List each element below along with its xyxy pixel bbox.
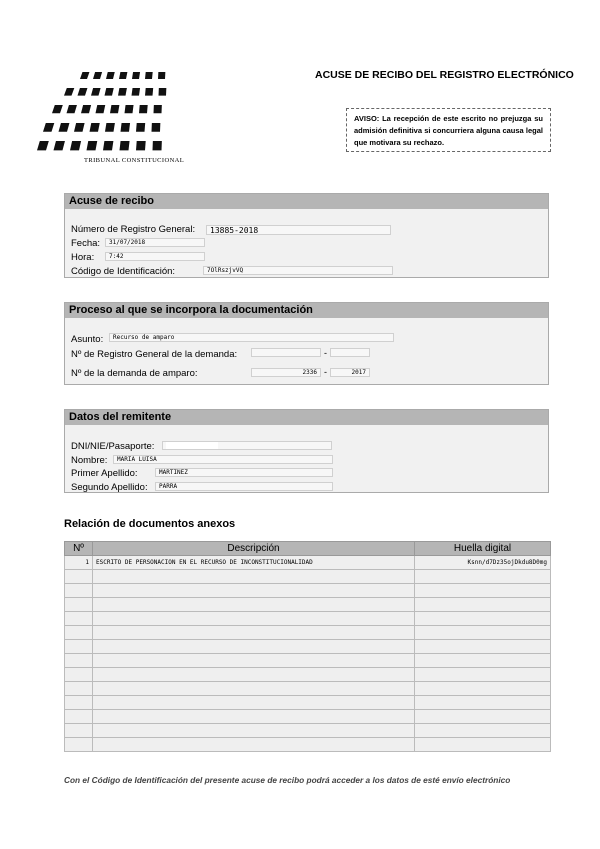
demanda-amparo-separator: - (324, 367, 327, 377)
logo-block (106, 72, 115, 79)
logo-block (125, 105, 134, 113)
cell-descripcion (93, 696, 415, 710)
registro-demanda-label: Nº de Registro General de la demanda: (71, 349, 238, 360)
demanda-amparo-label: Nº de la demanda de amparo: (71, 368, 198, 379)
cell-huella (415, 584, 551, 598)
logo-block (119, 72, 127, 79)
table-row (65, 696, 551, 710)
cell-huella (415, 710, 551, 724)
cell-huella (415, 626, 551, 640)
registro-demanda-separator: - (324, 348, 327, 358)
cell-num (65, 654, 93, 668)
cell-descripcion (93, 570, 415, 584)
logo-block (139, 105, 148, 113)
logo-block (90, 123, 100, 132)
table-row (65, 612, 551, 626)
fecha-label: Fecha: (71, 238, 101, 249)
cell-num (65, 724, 93, 738)
cell-descripcion (93, 584, 415, 598)
cell-num: 1 (65, 556, 93, 570)
logo-block (64, 88, 74, 96)
cell-num (65, 696, 93, 710)
logo-block (37, 141, 49, 150)
logo-caption: TRIBUNAL CONSTITUCIONAL (84, 157, 185, 164)
tribunal-constitucional-logo (34, 68, 184, 168)
logo-block (103, 141, 113, 150)
apellido2-field: PARRA (155, 482, 333, 491)
anexos-header-row (65, 542, 551, 556)
logo-block (145, 72, 153, 79)
cell-num (65, 640, 93, 654)
logo-block (93, 72, 102, 79)
cell-descripcion (93, 598, 415, 612)
logo-block (110, 105, 119, 113)
hora-label: Hora: (71, 252, 95, 263)
cell-huella (415, 640, 551, 654)
registro-demanda-year-field (330, 348, 370, 357)
cell-huella (415, 738, 551, 752)
cell-huella (415, 598, 551, 612)
acuse-section (64, 193, 549, 278)
logo-block (52, 105, 63, 113)
logo-block (132, 88, 141, 96)
logo-block (105, 88, 114, 96)
registro-label: Número de Registro General: (71, 224, 196, 235)
cell-num (65, 570, 93, 584)
proceso-section (64, 302, 549, 385)
cell-num (65, 626, 93, 640)
cell-descripcion (93, 738, 415, 752)
remitente-section-title: Datos del remitente (65, 410, 548, 425)
cell-num (65, 738, 93, 752)
dni-label: DNI/NIE/Pasaporte: (71, 441, 155, 452)
logo-block (59, 123, 70, 132)
logo-block (136, 141, 146, 150)
logo-block (43, 123, 54, 132)
logo-block (81, 105, 91, 113)
table-row (65, 738, 551, 752)
logo-block (153, 141, 162, 150)
cell-num (65, 612, 93, 626)
logo-block (120, 141, 130, 150)
anexos-title: Relación de documentos anexos (64, 518, 236, 530)
cell-huella (415, 570, 551, 584)
document-title: ACUSE DE RECIBO DEL REGISTRO ELECTRÓNICO (315, 69, 574, 81)
codigo-field: 7OlRszjvVQ (203, 266, 393, 275)
logo-block (54, 141, 65, 150)
cell-huella (415, 612, 551, 626)
notice-box: AVISO: La recepción de este escrito no prejuzga su admisión definitiva si concurriera alguna causa legal que motivara su rechazo. (346, 108, 551, 152)
logo-block (121, 123, 131, 132)
cell-huella (415, 654, 551, 668)
logo-block (80, 72, 89, 79)
cell-huella (415, 668, 551, 682)
table-row (65, 584, 551, 598)
cell-descripcion (93, 724, 415, 738)
logo-block (145, 88, 153, 96)
codigo-label: Código de Identificación: (71, 266, 176, 277)
nombre-field: MARIA LUISA (113, 455, 333, 464)
table-row (65, 724, 551, 738)
proceso-section-title: Proceso al que se incorpora la documentación (65, 303, 548, 318)
col-header-huella: Huella digital (415, 542, 551, 556)
cell-num (65, 668, 93, 682)
acuse-section-title: Acuse de recibo (65, 194, 548, 209)
logo-block (105, 123, 115, 132)
cell-descripcion (93, 668, 415, 682)
nombre-label: Nombre: (71, 455, 108, 466)
remitente-section (64, 409, 549, 493)
table-row (65, 556, 551, 570)
cell-descripcion (93, 612, 415, 626)
cell-descripcion: ESCRITO DE PERSONACION EN EL RECURSO DE INCONSTITUCIONALIDAD (93, 556, 415, 570)
logo-block (67, 105, 77, 113)
cell-descripcion (93, 710, 415, 724)
asunto-field: Recurso de amparo (109, 333, 394, 342)
asunto-label: Asunto: (71, 334, 104, 345)
fecha-field: 31/07/2018 (105, 238, 205, 247)
logo-block (136, 123, 145, 132)
cell-descripcion (93, 682, 415, 696)
registro-field: 13885-2018 (206, 225, 391, 235)
demanda-amparo-num-field: 2336 (251, 368, 321, 377)
logo-block (87, 141, 98, 150)
cell-num (65, 598, 93, 612)
logo-block (70, 141, 81, 150)
logo-block (158, 72, 165, 79)
col-header-num: Nº (65, 542, 93, 556)
logo-block (96, 105, 106, 113)
table-row (65, 710, 551, 724)
footer-note: Con el Código de Identificación del presente acuse de recibo podrá acceder a los datos de esté envío electrónico (64, 775, 511, 785)
table-row (65, 626, 551, 640)
table-row (65, 598, 551, 612)
logo-block (78, 88, 88, 96)
apellido2-label: Segundo Apellido: (71, 482, 148, 493)
logo-block (91, 88, 101, 96)
cell-num (65, 710, 93, 724)
cell-num (65, 682, 93, 696)
cell-descripcion (93, 654, 415, 668)
table-row (65, 682, 551, 696)
logo-block (159, 88, 167, 96)
registro-demanda-num-field (251, 348, 321, 357)
cell-huella (415, 724, 551, 738)
table-row (65, 640, 551, 654)
dni-field (162, 441, 332, 450)
logo-block (118, 88, 127, 96)
logo-block (154, 105, 162, 113)
cell-descripcion (93, 626, 415, 640)
logo-block (152, 123, 161, 132)
apellido1-field: MARTINEZ (155, 468, 333, 477)
cell-descripcion (93, 640, 415, 654)
anexos-table (64, 541, 551, 752)
cell-huella: Ksnn/d7Dz35ojDkdu8D0mg (415, 556, 551, 570)
cell-huella (415, 696, 551, 710)
logo-block (74, 123, 85, 132)
table-row (65, 668, 551, 682)
table-row (65, 570, 551, 584)
apellido1-label: Primer Apellido: (71, 468, 138, 479)
logo-block (132, 72, 140, 79)
demanda-amparo-year-field: 2017 (330, 368, 370, 377)
hora-field: 7:42 (105, 252, 205, 261)
cell-num (65, 584, 93, 598)
cell-huella (415, 682, 551, 696)
table-row (65, 654, 551, 668)
col-header-descripcion: Descripción (93, 542, 415, 556)
